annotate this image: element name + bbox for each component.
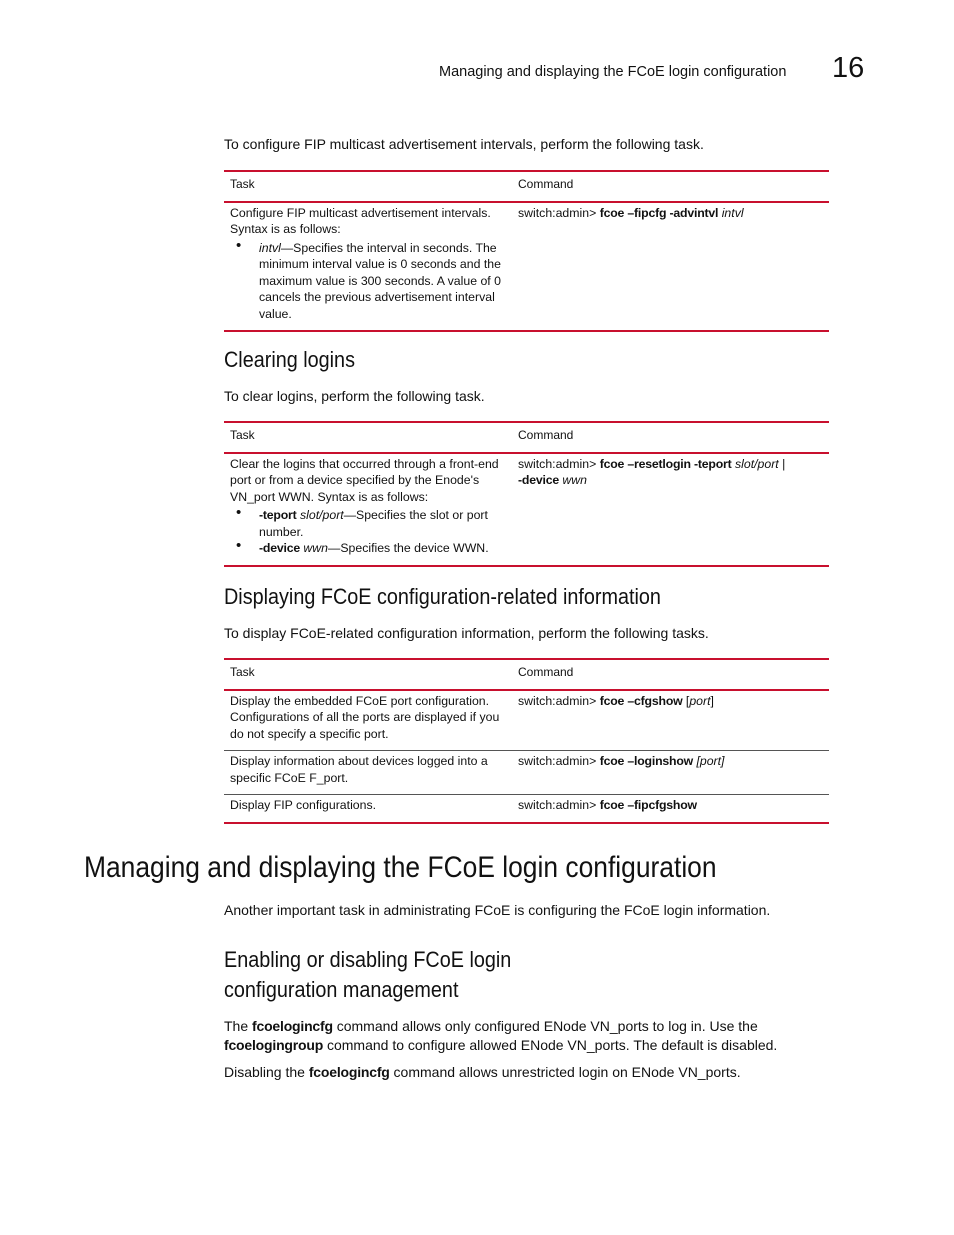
clearing-intro-text: To clear logins, perform the following task.: [224, 388, 485, 404]
command-name: fcoelogincfg: [308, 1064, 390, 1080]
table-row: [224, 453, 829, 566]
fip-advertisement-table: [224, 170, 829, 332]
list-item: [230, 240, 506, 323]
table-row: [224, 202, 829, 332]
option-name: -device: [259, 541, 300, 555]
list-item: [230, 507, 506, 540]
command-cell: [512, 751, 829, 795]
text-run: The: [224, 1018, 249, 1034]
text-run: command to configure allowed ENode VN_ports. The default is disabled.: [326, 1036, 778, 1053]
table-row: [224, 690, 829, 751]
cmd-prompt: switch:admin>: [518, 798, 597, 812]
task-column-header: Task: [224, 659, 512, 690]
cmd-bracket-open: [: [685, 693, 690, 708]
cmd-prompt: switch:admin>: [518, 456, 597, 471]
option-desc: —Specifies the slot or port number.: [259, 508, 488, 539]
chapter-number: 16: [832, 52, 865, 84]
fip-intro-text: To configure FIP multicast advertisement intervals, perform the following task.: [224, 136, 704, 152]
cmd-name: fcoe –resetlogin -teport: [599, 456, 732, 471]
task-column-header: Task: [224, 422, 512, 453]
table-header-row: [224, 422, 829, 453]
clearing-logins-table: [224, 421, 829, 567]
cmd-option: -device: [518, 473, 559, 487]
command-name: fcoelogincfg: [252, 1018, 333, 1034]
table-header-row: [224, 659, 829, 690]
command-cell: [512, 202, 829, 332]
syntax-list: [230, 240, 506, 323]
clearing-logins-heading: Clearing logins: [224, 347, 355, 372]
task-cell: [224, 202, 512, 332]
cmd-arg: slot/port: [734, 456, 779, 471]
managing-intro-text: Another important task in administrating FCoE is configuring the FCoE login information.: [224, 902, 771, 918]
cmd-arg: intvl: [721, 205, 744, 220]
text-run: Disabling the: [224, 1064, 305, 1080]
cmd-name: fcoe –fipcfg -advintvl: [599, 205, 719, 220]
enabling-disabling-heading-line2: configuration management: [224, 977, 459, 1002]
option-name: -teport: [259, 508, 297, 522]
fcoelogincfg-paragraph: [224, 1017, 777, 1054]
task-text: Clear the logins that occurred through a front-end port or from a device specified by the Enode's VN_port WWN. Syntax is as follows:: [230, 456, 499, 504]
cmd-prompt: switch:admin>: [518, 205, 597, 220]
task-cell: [224, 453, 512, 566]
cmd-arg: port: [689, 693, 711, 708]
enabling-disabling-heading-line1: Enabling or disabling FCoE login: [224, 947, 512, 972]
cmd-prompt: switch:admin>: [518, 754, 597, 768]
cmd-arg: wwn: [562, 473, 588, 487]
displaying-intro-text: To display FCoE-related configuration information, perform the following tasks.: [224, 625, 709, 641]
option-desc: —Specifies the device WWN.: [328, 541, 489, 555]
table-row: [224, 751, 829, 795]
table-row: [224, 795, 829, 823]
list-item: [230, 540, 506, 557]
table-header-row: [224, 171, 829, 202]
disabling-paragraph: [224, 1063, 741, 1082]
task-cell: Display the embedded FCoE port configuration. Configurations of all the ports are displayed if you do not specify a specific port.: [224, 690, 512, 751]
task-text: Configure FIP multicast advertisement intervals. Syntax is as follows:: [230, 205, 491, 236]
managing-login-config-heading: Managing and displaying the FCoE login configuration: [84, 851, 717, 884]
text-run: command allows unrestricted login on ENode VN_ports.: [393, 1064, 741, 1080]
command-name: fcoelogingroup: [224, 1036, 324, 1053]
cmd-name: fcoe –cfgshow: [599, 693, 683, 708]
cmd-bracket-close: ]: [710, 693, 714, 708]
syntax-list: [230, 507, 506, 557]
command-column-header: Command: [512, 171, 829, 202]
command-column-header: Command: [512, 422, 829, 453]
param-desc: —Specifies the interval in seconds. The minimum interval value is 0 seconds and the maximum value is 300 seconds. A value of 0 cancels the previous advertisement interval value.: [259, 240, 501, 321]
task-cell: Display information about devices logged into a specific FCoE F_port.: [224, 751, 512, 795]
displaying-config-heading: Displaying FCoE configuration-related information: [224, 584, 661, 609]
command-column-header: Command: [512, 659, 829, 690]
cmd-separator: |: [782, 456, 786, 471]
cmd-name: fcoe –fipcfgshow: [599, 798, 697, 812]
command-cell: [512, 795, 829, 823]
cmd-arg: [port]: [696, 754, 725, 768]
command-cell: [512, 690, 829, 751]
option-arg: slot/port: [299, 508, 344, 522]
task-cell: Display FIP configurations.: [224, 795, 512, 823]
option-arg: wwn: [303, 541, 329, 555]
cmd-name: fcoe –loginshow: [599, 754, 694, 768]
cmd-prompt: switch:admin>: [518, 693, 597, 708]
text-run: command allows only configured ENode VN_ports to log in. Use the: [336, 1018, 758, 1034]
task-column-header: Task: [224, 171, 512, 202]
display-config-table: [224, 658, 829, 824]
running-header-title: Managing and displaying the FCoE login configuration: [439, 64, 787, 80]
command-cell: [512, 453, 829, 566]
param-name: intvl: [259, 240, 281, 255]
